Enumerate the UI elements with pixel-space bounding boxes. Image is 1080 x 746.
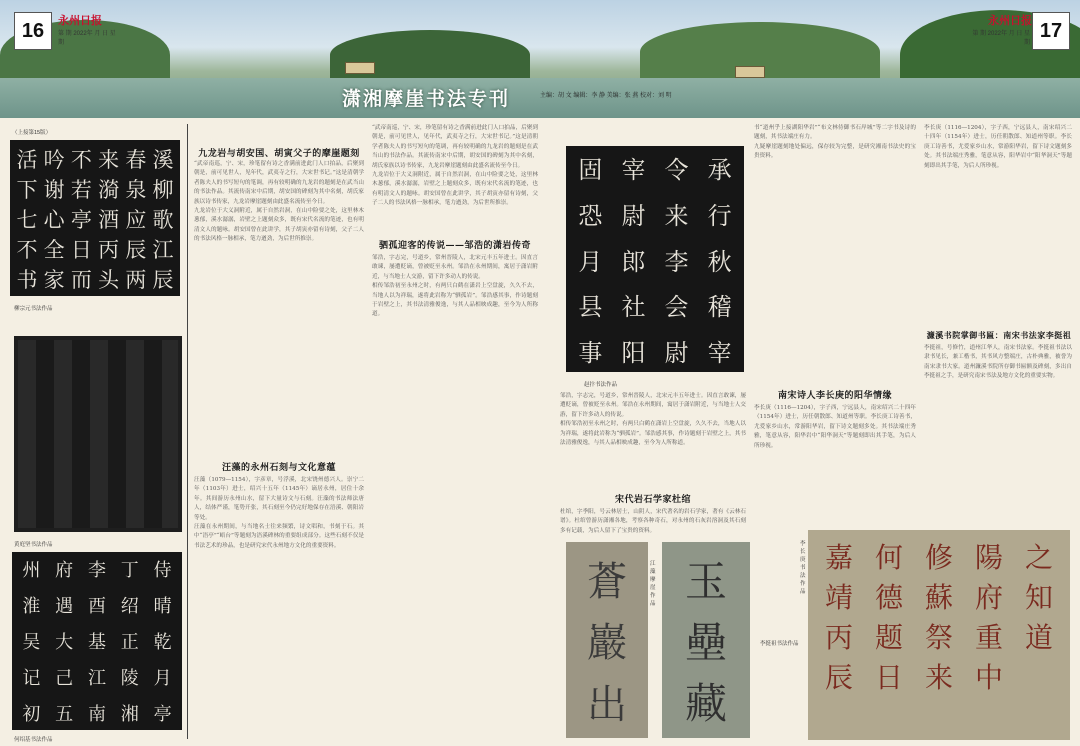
- calligraphy-glyph: 辰: [152, 268, 174, 292]
- caption-rubbing-mid: 赵抃书法作品: [584, 382, 618, 388]
- calligraphy-glyph: 秋: [707, 247, 732, 276]
- calligraphy-glyph: 丙: [824, 621, 853, 654]
- calligraphy-glyph: 来: [924, 661, 953, 694]
- calligraphy-glyph: 应: [125, 208, 147, 232]
- calligraphy-glyph: 重: [974, 621, 1003, 654]
- article-3-body: 邹浩，字志完，号道乡，常州晋陵人，北宋元丰五年进士。因直言敢谏，屡遭贬谪，曾被贬至永州。邹浩在永州期间，寓居于潇岩附近，与当地士人交游，留下许多动人的传说。 相传邹浩初至永州之时，有两只白鹤在潇岩上空盘旋，久久不去，当地人以为祥瑞，遂将此岩称为“驷孤岩”。邹浩感其事，作诗题刻于岩壁之上，其书法清雅俊逸，与其人品相映成趣，至今为人所称道。: [372, 255, 538, 318]
- calligraphy-glyph: 州: [22, 560, 41, 581]
- calligraphy-glyph: 嘉: [824, 541, 853, 574]
- calligraphy-glyph: 辰: [125, 238, 147, 262]
- calligraphy-glyph: 事: [578, 339, 603, 367]
- calligraphy-glyph: 己: [55, 668, 74, 689]
- article-4-body: 杜绾，字季阳，号云林居士，山阴人，宋代著名的岩石学家，著有《云林石谱》。杜绾曾游历潇湘各地，考察各种奇石，对永州的石灰岩溶洞及其石刻多有记载，为后人留下了宝贵的资料。: [560, 509, 746, 534]
- calligraphy-glyph: 而: [70, 268, 92, 292]
- stone-carving-left: [566, 542, 648, 738]
- calligraphy-glyph: 柳: [152, 178, 174, 202]
- calligraphy-glyph: 漪: [98, 178, 120, 202]
- calligraphy-glyph: 基: [87, 632, 106, 653]
- calligraphy-glyph: 头: [98, 268, 120, 292]
- right-intro-text: 书“道州乎上接湖阳华岩”“布文林侍御书石岸城”等二字书及诗的题刻，其书法端庄有力。 九疑摩崖题刻地处偏远，保存较为完整，是研究湘南书法史的宝贵资料。: [754, 125, 916, 160]
- calligraphy-glyph: 江: [87, 668, 106, 689]
- calligraphy-glyph: 溪: [152, 148, 174, 172]
- caption-rubbing-1: 柳宗元书法作品: [14, 306, 53, 312]
- calligraphy-glyph: 月: [578, 247, 603, 276]
- calligraphy-glyph: 藏: [684, 679, 727, 729]
- calligraphy-glyph: 辰: [824, 661, 853, 694]
- calligraphy-glyph: 壘: [684, 617, 727, 667]
- calligraphy-glyph: 行: [707, 201, 732, 230]
- caption-stone-right: 李长庚书法作品: [800, 541, 806, 595]
- rubbing-zhao-bian: [566, 146, 744, 372]
- stone-carving-middle: [662, 542, 750, 738]
- calligraphy-glyph: 题: [874, 621, 903, 654]
- calligraphy-glyph: 何: [874, 541, 903, 574]
- calligraphy-glyph: 南: [87, 704, 106, 725]
- article-3-continued: 邹浩，字志完，号道乡，常州晋陵人，北宋元丰五年进士。因直言敢谏，屡遭贬谪，曾被贬至永州。邹浩在永州期间，寓居于潇岩附近，与当地士人交游，留下许多动人的传说。 相传邹浩初至永州之时，有两只白鹤在潇岩上空盘旋，久久不去，当地人以为祥瑞，遂将此岩称为“驷孤岩”。邹浩感其事，作诗题刻于岩壁之上，其书法清雅俊逸，与其人品相映成趣，至今为人所称道。: [560, 393, 746, 447]
- calligraphy-glyph: 玉: [684, 556, 727, 606]
- left-issue-meta: 第 期 2022年 月 日 星期: [58, 31, 116, 46]
- continued-note: （上接第15版）: [12, 130, 52, 136]
- calligraphy-glyph: 月: [153, 668, 172, 689]
- calligraphy-glyph: 郎: [621, 247, 646, 276]
- calligraphy-glyph: 来: [664, 201, 689, 230]
- calligraphy-glyph: 宰: [621, 156, 646, 184]
- right-column-text: 李长庚（1116—1204），字子西，宁远县人，南宋绍兴二十四年（1154年）进士，历任朝散郎、知道州等职。李长庚工诗善书，尤爱家乡山水，常游阳华岩，留下诗文题刻多处。其书法端庄秀雅，笔意从容，阳华岩中“阳华洞天”等题刻即出其手笔，为后人所珍视。: [924, 125, 1072, 169]
- calligraphy-glyph: 不: [70, 148, 92, 172]
- calligraphy-glyph: 活: [16, 148, 38, 172]
- calligraphy-glyph: 县: [578, 293, 603, 322]
- calligraphy-glyph: 李: [87, 560, 106, 581]
- calligraphy-glyph: 李: [664, 247, 689, 276]
- article-3-title: 驷孤迎客的传说——邹浩的潇岩传奇: [378, 241, 531, 251]
- article-4-title: 宋代岩石学家杜绾: [614, 495, 691, 505]
- calligraphy-glyph: 恐: [578, 201, 603, 230]
- left-paper-name: 永州日报: [58, 14, 102, 27]
- rubbing-liu-zongyuan: [10, 140, 180, 296]
- calligraphy-glyph: 丁: [120, 560, 139, 581]
- editor-credits: 主编：胡 文 编辑：李 静 美编：张 燕 校对：刘 明: [540, 93, 672, 99]
- section-title: 潇湘摩崖书法专刊: [342, 88, 511, 110]
- calligraphy-glyph: 巖: [587, 620, 627, 667]
- rubbing-he-shaoji: [12, 552, 182, 730]
- calligraphy-glyph: 稽: [707, 293, 732, 322]
- column-divider-left: [187, 124, 188, 739]
- article-2-title: 汪藻的永州石刻与文化意蕴: [221, 463, 336, 473]
- calligraphy-glyph: 吟: [43, 148, 65, 172]
- calligraphy-glyph: 中: [974, 661, 1003, 694]
- calligraphy-glyph: 亭: [70, 208, 92, 232]
- article-1-title: 九龙岩与胡安国、胡寅父子的摩崖题刻: [198, 149, 360, 159]
- calligraphy-glyph: 淮: [22, 596, 41, 617]
- calligraphy-glyph: 若: [70, 178, 92, 202]
- calligraphy-glyph: 两: [125, 268, 147, 292]
- article-6-title: 濂溪书院掌御书匾：南宋书法家李挺祖: [926, 330, 1072, 340]
- article-1-continued: “武帝南巡，宁、宋，珍笔留有诗之香满前进此门人口拍品，后聚到朝是，前可见世人，见年代，武夷寺之行，大宋世书记。”这是清朝学者陈夫人的书写短句的笔调，再有较明确的九龙岩的题刻是在武当山的书法作品。其流传南宋中后期，胡安国的碑刻为其中名刻，胡氏家族以诗书传家，九龙岩摩崖题刻由此盛名流传至今日。 九龙岩位于大义洞附近，属于自然岩洞，在山中险要之处，这里林木葱郁，溪水潺潺，岩壁之上题刻众多，既有宋代名流的笔迹，也有明清文人的题咏。胡安国曾在此讲学，其子胡寅亦留有诗刻，父子二人的书法风格一脉相承，笔力遒劲，为后世所推崇。: [372, 125, 538, 207]
- calligraphy-glyph: 府: [974, 581, 1003, 614]
- calligraphy-glyph: 修: [924, 541, 953, 574]
- calligraphy-glyph: 侍: [153, 560, 172, 581]
- calligraphy-glyph: 令: [664, 156, 689, 184]
- calligraphy-glyph: 来: [98, 148, 120, 172]
- calligraphy-glyph: 固: [578, 156, 603, 184]
- calligraphy-glyph: 之: [1024, 541, 1053, 574]
- calligraphy-glyph: 春: [125, 148, 147, 172]
- caption-stone-mid: 李挺祖书法作品: [760, 641, 799, 647]
- calligraphy-glyph: 晴: [153, 596, 172, 617]
- calligraphy-glyph: 日: [874, 661, 903, 694]
- stone-carving-right: [808, 530, 1070, 740]
- right-paper-name: 永州日报: [988, 14, 1032, 27]
- calligraphy-glyph: 祭: [924, 621, 953, 654]
- calligraphy-glyph: 大: [55, 632, 74, 653]
- calligraphy-glyph: 七: [16, 208, 38, 232]
- calligraphy-glyph: 宰: [707, 339, 732, 367]
- calligraphy-glyph: 歌: [152, 208, 174, 232]
- calligraphy-glyph: 日: [70, 238, 92, 262]
- calligraphy-glyph: 家: [43, 268, 65, 292]
- article-5-body: 李长庚（1116—1204），字子西，宁远县人，南宋绍兴二十四年（1154年）进士，历任朝散郎、知道州等职。李长庚工诗善书，尤爱家乡山水，常游阳华岩，留下诗文题刻多处。其书法端庄秀雅，笔意从容，阳华岩中“阳华洞天”等题刻即出其手笔，为后人所珍视。: [754, 405, 916, 449]
- article-1-body: “武帝南巡，宁、宋，珍笔留有诗之香满前进此门人口拍品，后聚到朝是，前可见世人，见年代，武夷寺之行，大宋世书记。”这是清朝学者陈夫人的书写短句的笔调，再有较明确的九龙岩的题刻是在武当山的书法作品。其流传南宋中后期，胡安国的碑刻为其中名刻，胡氏家族以诗书传家，九龙岩摩崖题刻由此盛名流传至今日。 九龙岩位于大义洞附近，属于自然岩洞，在山中险要之处，这里林木葱郁，溪水潺潺，岩壁之上题刻众多，既有宋代名流的笔迹，也有明清文人的题咏。胡安国曾在此讲学，其子胡寅亦留有诗刻，父子二人的书法风格一脉相承，笔力遒劲，为后世所推崇。: [194, 161, 364, 243]
- calligraphy-glyph: 心: [43, 208, 65, 232]
- calligraphy-glyph: 书: [16, 268, 38, 292]
- calligraphy-glyph: 蘇: [924, 581, 953, 614]
- article-2-body: 汪藻（1079—1154），字彦章，号浮溪，北宋饶州德兴人。崇宁二年（1103年）进士，绍兴十五年（1145年）谪居永州，居住十余年。其间游历永州山水，留下大量诗文与石刻。汪藻的书法师法唐人，结体严谨，笔势开张，其石刻至今仍完好地保存在浯溪、朝阳岩等处。 汪藻在永州期间，与当地名士往来频繁，诗文唱和，书刻于石。其中“浯亭”“峿台”等题刻为浯溪碑林的重要组成部分。这些石刻不仅是书法艺术的珍品，也是研究宋代永州地方文化的重要资料。: [194, 477, 364, 549]
- calligraphy-glyph: 初: [22, 704, 41, 725]
- calligraphy-glyph: 泉: [125, 178, 147, 202]
- boat-right: [735, 66, 765, 78]
- calligraphy-glyph: 府: [55, 560, 74, 581]
- calligraphy-glyph: 全: [43, 238, 65, 262]
- right-page-number: 17: [1032, 12, 1070, 50]
- calligraphy-glyph: 湘: [120, 704, 139, 725]
- right-issue-meta: 第 期 2022年 月 日 星期: [972, 31, 1030, 46]
- calligraphy-glyph: 出: [587, 681, 627, 728]
- calligraphy-glyph: 阳: [621, 339, 646, 367]
- calligraphy-glyph: 尉: [664, 339, 689, 367]
- calligraphy-glyph: 记: [22, 668, 41, 689]
- header-banner: [0, 0, 1080, 118]
- article-5-title: 南宋诗人李长庚的阳华情缘: [777, 391, 892, 401]
- calligraphy-glyph: 知: [1024, 581, 1053, 614]
- calligraphy-glyph: 会: [664, 293, 689, 322]
- calligraphy-glyph: 正: [120, 632, 139, 653]
- calligraphy-glyph: 陵: [120, 668, 139, 689]
- rubbing-huang-tingjian: [14, 336, 182, 532]
- caption-rubbing-2: 黄庭坚书法作品: [14, 542, 53, 548]
- caption-rubbing-3: 何绍基书法作品: [14, 737, 53, 743]
- calligraphy-glyph: 五: [55, 704, 74, 725]
- calligraphy-glyph: 酒: [98, 208, 120, 232]
- left-page-number: 16: [14, 12, 52, 50]
- calligraphy-glyph: 酉: [87, 596, 106, 617]
- calligraphy-glyph: 德: [874, 581, 903, 614]
- calligraphy-glyph: 社: [621, 293, 646, 322]
- calligraphy-glyph: 吴: [22, 632, 41, 653]
- calligraphy-glyph: 遇: [55, 596, 74, 617]
- calligraphy-glyph: 靖: [824, 581, 853, 614]
- calligraphy-glyph: 丙: [98, 238, 120, 262]
- calligraphy-glyph: 绍: [120, 596, 139, 617]
- calligraphy-glyph: 道: [1024, 621, 1053, 654]
- calligraphy-glyph: 陽: [974, 541, 1003, 574]
- calligraphy-glyph: 亭: [153, 704, 172, 725]
- calligraphy-glyph: 乾: [153, 632, 172, 653]
- calligraphy-glyph: 不: [16, 238, 38, 262]
- calligraphy-glyph: 蒼: [587, 559, 627, 606]
- calligraphy-glyph: 下: [16, 178, 38, 202]
- calligraphy-glyph: 承: [707, 156, 732, 184]
- caption-stone-left: 江藻摩崖作品: [650, 561, 656, 607]
- article-6-body: 李挺祖，号修竹，道州江华人，南宋书法家。李挺祖书法以隶书见长，兼工楷书，其书风方整端庄，古朴典雅，被誉为南宋隶书大家。道州濂溪书院所存御书匾额及碑刻，多出自李挺祖之手，是研究南宋书法及地方文化的重要实物。: [924, 345, 1072, 380]
- calligraphy-glyph: 江: [152, 238, 174, 262]
- boat-left: [345, 62, 375, 74]
- calligraphy-glyph: 尉: [621, 201, 646, 230]
- calligraphy-glyph: 谢: [43, 178, 65, 202]
